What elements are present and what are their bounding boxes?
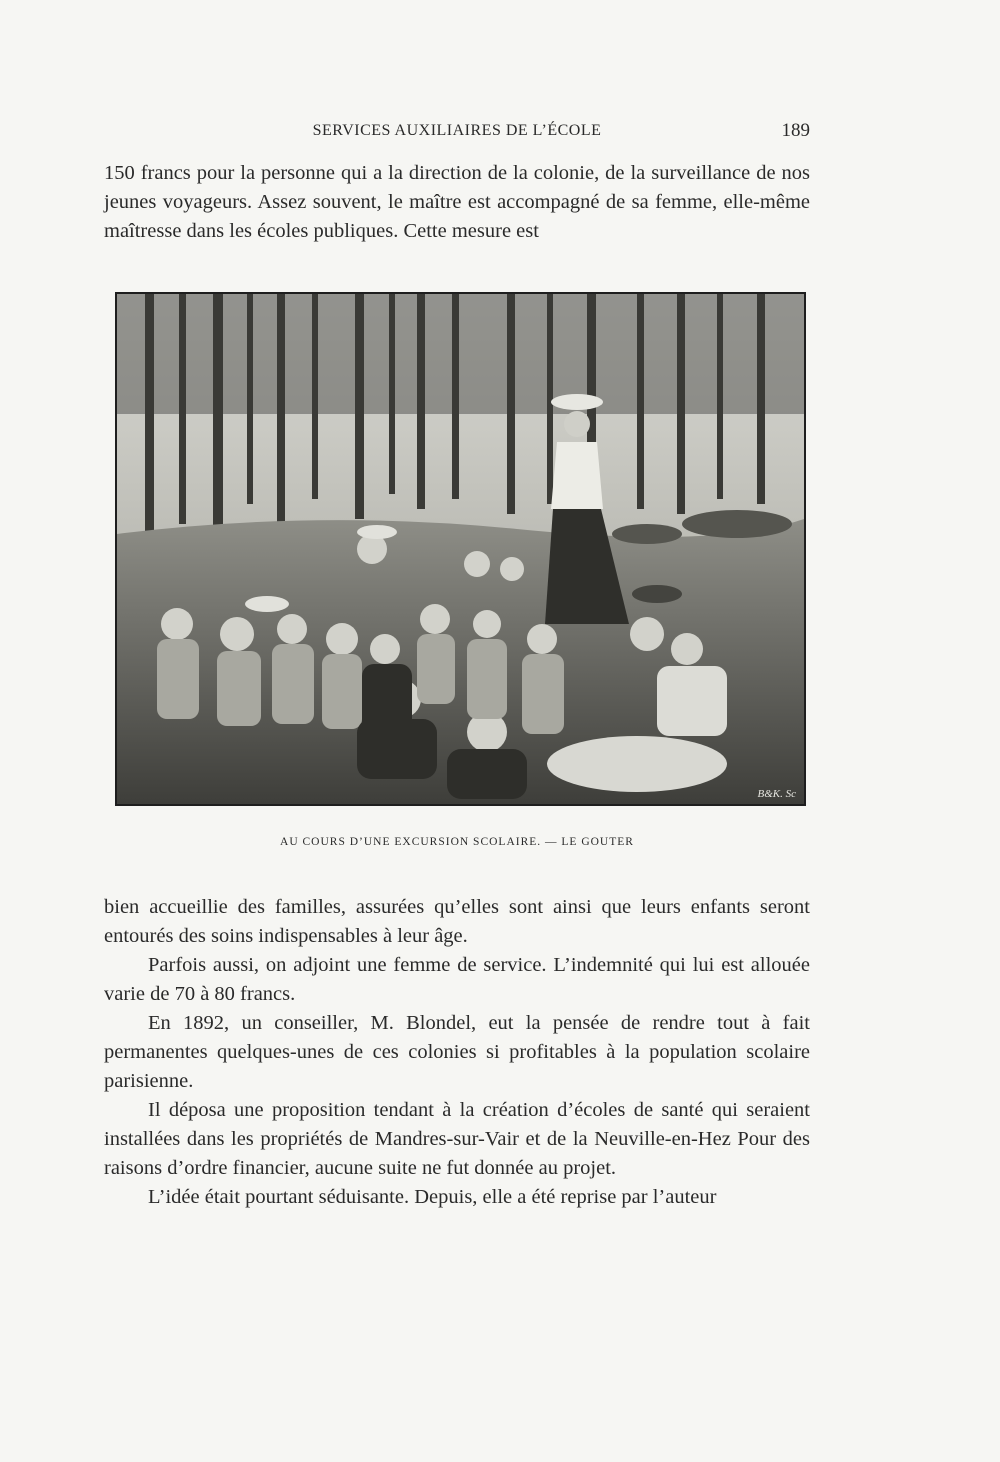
body-text-bottom (104, 893, 810, 1212)
paragraph: Il déposa une proposition tendant à la création d’écoles de santé qui seraient installées dans les propriétés de Mandres-sur-Vair et de la Neuville-en-Hez Pour des raisons d’ordre financier, aucune suite ne fut donnée au projet. (104, 1099, 810, 1179)
figure-caption: AU COURS D’UNE EXCURSION SCOLAIRE. — LE GOUTER (280, 836, 634, 848)
running-title: SERVICES AUXILIAIRES DE L’ÉCOLE (312, 122, 602, 139)
photo-illustration (117, 294, 804, 804)
paragraph: 150 francs pour la personne qui a la direction de la colonie, de la surveillance de nos jeunes voyageurs. Assez souvent, le maître est accompagné de sa femme, elle-même maîtresse dans les écoles publiques. Cette mesure est (104, 162, 810, 242)
page-number: 189 (781, 120, 810, 141)
paragraph: L’idée était pourtant séduisante. Depuis, elle a été reprise par l’auteur (148, 1186, 717, 1208)
photograph-excursion (115, 292, 806, 806)
paragraph: Parfois aussi, on adjoint une femme de service. L’indemnité qui lui est allouée varie de 70 à 80 francs. (104, 954, 810, 1005)
running-header (104, 120, 810, 144)
paragraph: bien accueillie des familles, assurées qu’elles sont ainsi que leurs enfants seront entourés des soins indispensables à leur âge. (104, 896, 810, 947)
engraver-signature: B&K. Sc (757, 788, 796, 800)
body-text-top (104, 159, 810, 246)
paragraph: En 1892, un conseiller, M. Blondel, eut la pensée de rendre tout à fait permanentes quelques-unes de ces colonies si profitables à la population scolaire parisienne. (104, 1012, 810, 1092)
